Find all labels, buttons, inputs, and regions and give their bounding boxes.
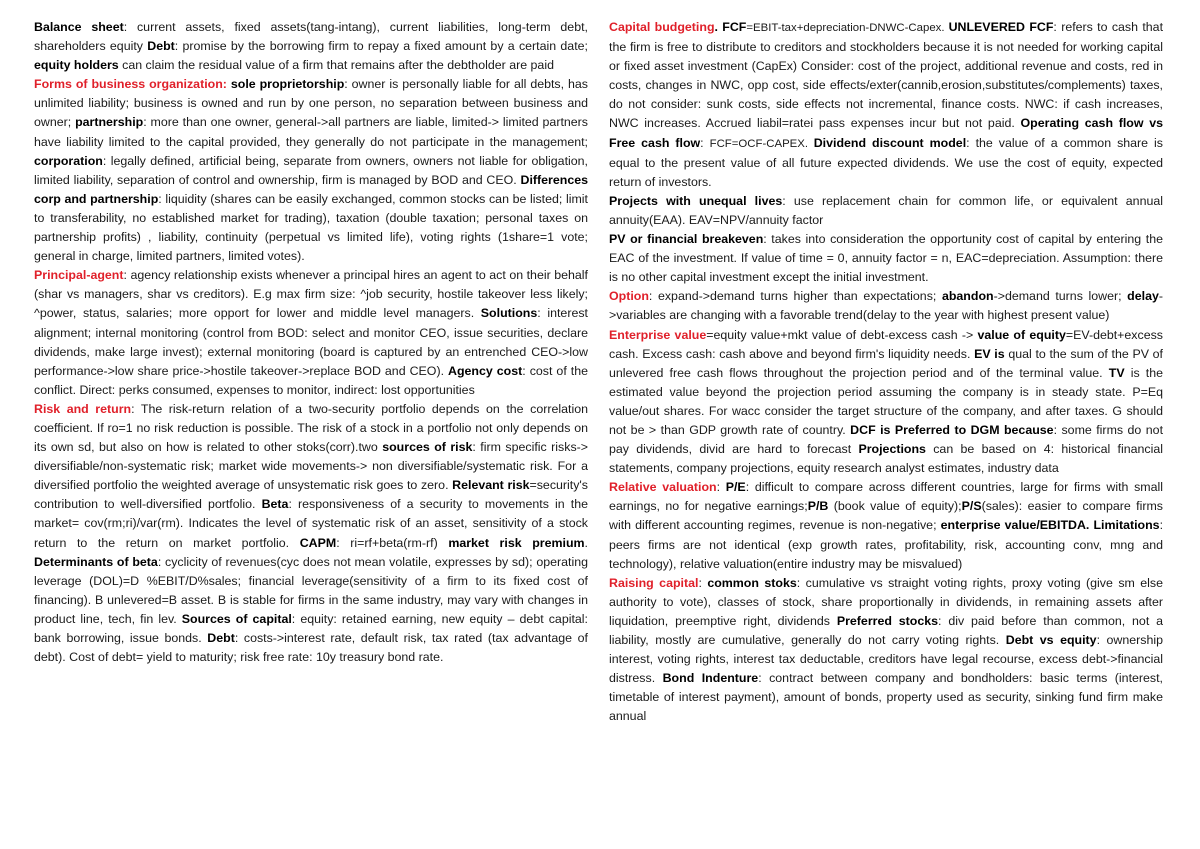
key-term: Determinants of beta bbox=[34, 554, 158, 569]
key-term: Differences corp and partnership bbox=[34, 172, 588, 206]
body-text: (sales): easier to compare firms with different accounting regimes, revenue is non-negative; bbox=[609, 499, 1163, 533]
key-term: Relevant risk bbox=[452, 478, 530, 493]
body-text: : agency relationship exists whenever a principal hires an agent to act on their behalf (shar vs managers, shar vs creditors). E.g max firm size: ^job security, hostile takeover less likely; ^power, status, salaries; more opport for lower and middle level managers. bbox=[34, 268, 588, 321]
body-text: : cyclicity of revenues(cyc does not mean volatile, expresses by sd); operating leverage (DOL)=D %EBIT/D%sales; financial leverage(sensitivity of a firm to its fixed cost of financing). B unlevered=B asset. B is stable for firms in the same industry, may vary with changes in product line, tech, fin lev. bbox=[34, 554, 588, 626]
key-term: Preferred stocks bbox=[836, 613, 939, 628]
body-text: : owner is personally liable for all debts, has unlimited liability; business is owned and run by one person, no separation between business and owner; bbox=[34, 77, 588, 130]
key-term: corporation bbox=[34, 153, 103, 168]
key-term: DCF is Preferred to DGM because bbox=[850, 422, 1054, 437]
body-text: : cumulative vs straight voting rights, proxy voting (give sm else authority to vote), classes of stock, share proportionally in dividends, in remaining assets after liquidation, preemptive right, dividends bbox=[609, 575, 1163, 628]
key-term: PV or financial breakeven bbox=[609, 232, 764, 247]
key-term: enterprise value/EBITDA. Limitations bbox=[940, 518, 1160, 533]
key-term: Operating cash flow vs Free cash flow bbox=[609, 116, 1163, 150]
body-text: qual to the sum of the PV of unlevered free cash flows throughout the projection period and of the terminal value. bbox=[609, 346, 1163, 380]
body-text: : costs->interest rate, default risk, tax rated (tax advantage of debt). Cost of debt= yield to maturity; risk free rate: 10y treasury bond rate. bbox=[34, 631, 588, 665]
key-term: . FCF bbox=[714, 20, 747, 34]
key-term: Balance sheet bbox=[34, 20, 124, 34]
body-text: : contract between company and bondholders: basic terms (interest, timetable of interest payment), amount of bonds, property used as security, sinking fund firm make annual bbox=[609, 671, 1163, 724]
right-paragraph bbox=[609, 230, 1163, 287]
right-paragraph bbox=[609, 287, 1163, 325]
body-text: : The risk-return relation of a two-security portfolio depends on the correlation coefficient. If ro=1 no risk reduction is possible. The risk of a stock in a portfolio not only depends on its own sd, but also on how is related to other stoks(corr).two bbox=[34, 401, 588, 455]
right-paragraph bbox=[609, 192, 1163, 230]
key-term: UNLEVERED FCF bbox=[948, 20, 1054, 34]
section-heading: Option bbox=[609, 289, 649, 304]
key-term: Debt bbox=[207, 631, 235, 645]
body-text: : some firms do not pay dividends, divid are hard to forecast bbox=[609, 422, 1163, 457]
body-text: : equity: retained earning, new equity – debt capital: bank borrowing, issue bonds. bbox=[34, 611, 588, 645]
body-text: =EBIT-tax+depreciation-DNWC-Capex. bbox=[746, 22, 949, 34]
key-term: P/E bbox=[725, 480, 746, 495]
body-text: : expand->demand turns higher than expectations; bbox=[648, 289, 942, 304]
body-text: : more than one owner, general->all partners are liable, limited-> limited partners have liability limited to the capital provided, they generally do not participate in the management; bbox=[34, 115, 588, 149]
body-text: FCF=OCF-CAPEX. bbox=[709, 137, 814, 150]
body-text: : current assets, fixed assets(tang-intang), current liabilities, long-term debt, shareholders equity bbox=[34, 20, 588, 54]
right-paragraph bbox=[609, 478, 1163, 573]
key-term: P/B bbox=[807, 499, 829, 514]
right-paragraph bbox=[609, 574, 1163, 727]
body-text: : div paid before than common, not a liability, mostly are cumulative, generally do not carry voting rights. bbox=[609, 613, 1163, 647]
body-text: : takes into consideration the opportunity cost of capital by entering the EAC of the investment. If value of time = 0, annuity factor = n, EAC=depreciation. Assumption: there is no other capital investment except the initial investment. bbox=[609, 232, 1163, 285]
key-term: market risk premium bbox=[448, 535, 585, 550]
key-term: Projections bbox=[858, 442, 926, 457]
body-text: : responsiveness of a security to movements in the market= cov(rm;ri)/var(rm). Indicates the level of systematic risk of an asset, sensitivity of a stock return to the return on market portfolio. bbox=[34, 497, 588, 550]
left-paragraph bbox=[34, 75, 588, 266]
body-text: ->variables are changing with a favorable trend(delay to the year with highest present value) bbox=[609, 289, 1163, 323]
key-term: sources of risk bbox=[382, 440, 473, 455]
key-term: TV bbox=[1108, 365, 1125, 380]
body-text: : peers firms are not identical (exp growth rates, profitability, risk, accounting conv, mng and technology), relative valuation(entire industry may be misvalued) bbox=[609, 518, 1163, 571]
body-text: ->demand turns lower; bbox=[993, 289, 1128, 304]
key-term: Debt vs equity bbox=[1005, 633, 1097, 647]
body-text: (book value of equity); bbox=[828, 499, 962, 514]
body-text: : interest alignment; internal monitoring (control from BOD: select and monitor CEO, issue securities, declare dividends, make large invest); external monitoring (board is captured by an entrenched CEO->low performance->low share price->hostile takeover->replace BOD and CEO). bbox=[34, 306, 588, 378]
body-text: : refers to cash that the firm is free to distribute to creditors and stockholders because it is not needed for working capital or fixed asset investment (CapEx) Consider: cost of the project, additional revenue and costs, red in costs, changes in NWC, opp cost, side effects/exter(cannib,erosion,substitutes/complements) taxes, do not consider: sunk costs, side effects not incremental, finance costs. NWC: if cash increases, NWC increases. Accrued liabil=ratei pass expenses incur but not paid. bbox=[609, 20, 1163, 131]
key-term: delay bbox=[1127, 289, 1159, 304]
body-text: : ownership interest, voting rights, interest tax deductable, creditors have legal recourse, excess debt->financial distress. bbox=[609, 633, 1163, 686]
right-column bbox=[609, 18, 1163, 844]
key-term: Agency cost bbox=[448, 363, 523, 378]
body-text: : legally defined, artificial being, separate from owners, owners not liable for obligation, limited liability, separation of control and ownership, firm is managed by BOD and CEO. bbox=[34, 153, 588, 187]
body-text: : promise by the borrowing firm to repay a fixed amount by a certain date; bbox=[174, 39, 588, 54]
section-heading: Principal-agent bbox=[34, 268, 124, 283]
key-term: equity holders bbox=[34, 58, 119, 73]
body-text: . bbox=[584, 535, 588, 550]
body-text: : firm specific risks-> diversifiable/non-systematic risk; market wide movements-> non diversifiable/systematic risk. For a diversified portfolio the weighted average of unsystematic risk goes to zero. bbox=[34, 440, 588, 493]
key-term: Solutions bbox=[480, 306, 538, 321]
body-text: : bbox=[716, 480, 726, 495]
key-term: Dividend discount model bbox=[813, 135, 967, 150]
key-term: partnership bbox=[75, 115, 144, 130]
body-text: =EV-debt+excess cash. Excess cash: cash above and beyond firm's liquidity needs. bbox=[609, 327, 1163, 361]
key-term: Projects with unequal lives bbox=[609, 193, 783, 208]
key-term: CAPM bbox=[299, 535, 337, 550]
body-text: can claim the residual value of a firm that remains after the debtholder are paid bbox=[118, 58, 554, 73]
body-text: : use replacement chain for common life, or equivalent annual annuity(EAA). EAV=NPV/annuity factor bbox=[609, 193, 1163, 227]
right-paragraph bbox=[609, 18, 1163, 192]
section-heading: Capital budgeting bbox=[609, 20, 715, 34]
key-term: EV is bbox=[974, 346, 1005, 361]
body-text: can be based on 4: historical financial statements, company projections, equity research analyst estimates, industry data bbox=[609, 442, 1163, 476]
body-text: : liquidity (shares can be easily exchanged, common stocks can be listed; limit to transferability, no established market for trading), taxation (double taxation; personal taxes on partnership profits) , liability, continuity (perpetual vs limited life), voting rights (1share=1 vote; general in charge, limited partners, limited votes). bbox=[34, 191, 588, 264]
section-heading: Forms of business organization: bbox=[34, 77, 231, 92]
body-text: is the estimated value beyond the projection period assuming the company is in steady state. P=Eq value/out shares. For wacc consider the target structure of the company, and after taxes. G should not be > than GDP growth rate of country. bbox=[609, 365, 1163, 437]
body-text: : bbox=[698, 575, 708, 590]
section-heading: Risk and return bbox=[34, 401, 132, 416]
section-heading: Relative valuation bbox=[609, 480, 717, 495]
body-text: : cost of the conflict. Direct: perks consumed, expenses to monitor, indirect: lost opportunities bbox=[34, 363, 588, 397]
key-term: Beta bbox=[261, 497, 289, 512]
section-heading: Raising capital bbox=[609, 575, 699, 590]
body-text: =security's contribution to well-diversified portfolio. bbox=[34, 478, 588, 512]
body-text: : difficult to compare across different countries, large for firms with small earnings, no for negative earnings; bbox=[609, 480, 1163, 514]
key-term: Bond Indenture bbox=[662, 671, 759, 686]
key-term: common stoks bbox=[707, 575, 797, 590]
left-paragraph bbox=[34, 400, 588, 667]
key-term: abandon bbox=[941, 289, 994, 304]
left-paragraph bbox=[34, 266, 588, 400]
body-text: =equity value+mkt value of debt-excess cash -> bbox=[706, 327, 978, 342]
section-heading: Enterprise value bbox=[609, 327, 707, 342]
body-text: : the value of a common share is equal to the present value of all future expected dividends. We use the cost of equity, expected return of investors. bbox=[609, 135, 1163, 189]
body-text: : bbox=[700, 135, 710, 150]
key-term: P/S bbox=[961, 499, 982, 514]
body-text: : ri=rf+beta(rm-rf) bbox=[336, 535, 449, 550]
key-term: Debt bbox=[147, 39, 175, 54]
left-paragraph bbox=[34, 18, 588, 75]
left-column bbox=[34, 18, 588, 844]
key-term: Sources of capital bbox=[181, 611, 292, 626]
right-paragraph bbox=[609, 326, 1163, 479]
key-term: sole proprietorship bbox=[230, 77, 345, 92]
key-term: value of equity bbox=[977, 327, 1066, 342]
